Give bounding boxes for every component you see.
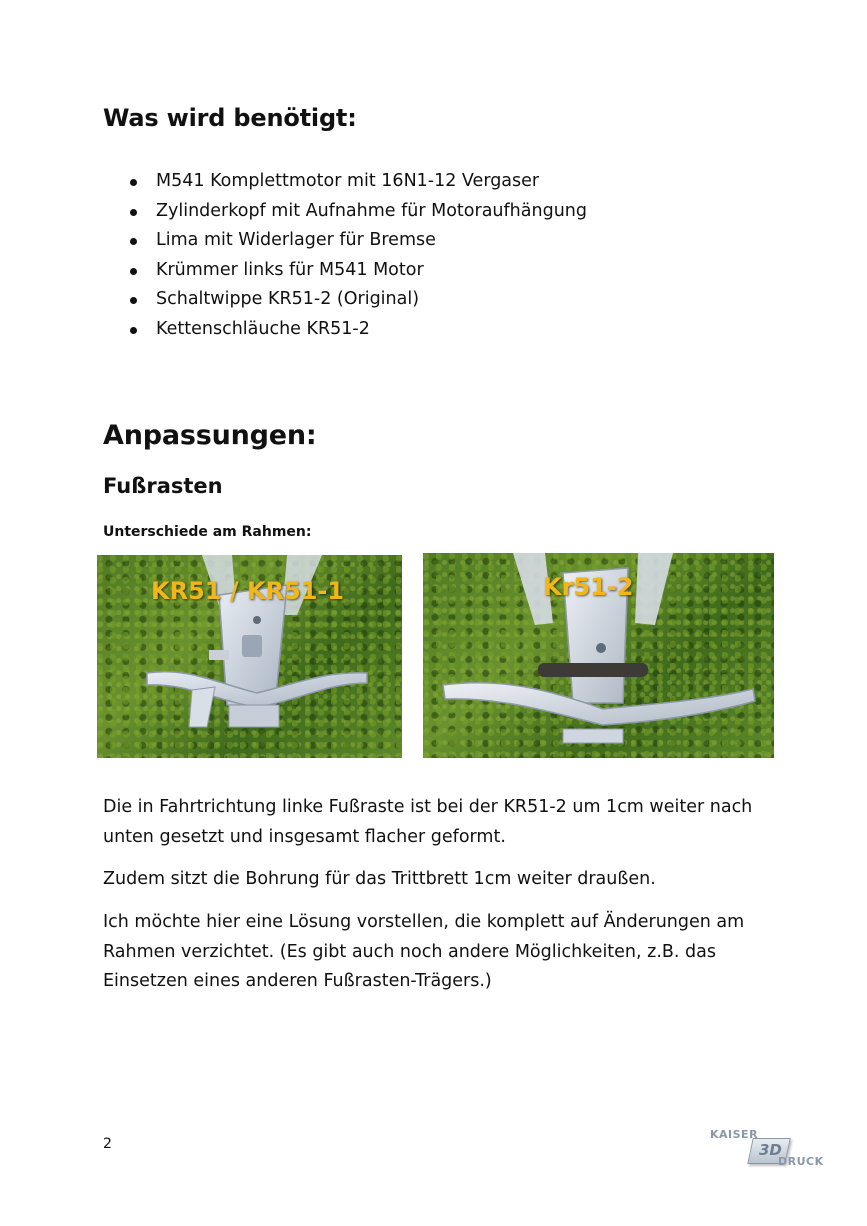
logo-3d-text: 3D [759, 1141, 782, 1159]
list-item: Schaltwippe KR51-2 (Original) [128, 285, 587, 315]
page-number: 2 [103, 1136, 112, 1152]
list-item: Zylinderkopf mit Aufnahme für Motoraufhängung [128, 197, 587, 227]
photo-kr51-2-frame [423, 553, 774, 758]
list-item: Lima mit Widerlager für Bremse [128, 226, 587, 256]
heading-requirements: Was wird benötigt: [103, 104, 357, 132]
heading-frame-differences: Unterschiede am Rahmen: [103, 524, 312, 540]
photo-label-kr51-2: Kr51-2 [543, 573, 634, 601]
heading-footrests: Fußrasten [103, 474, 223, 498]
list-item: M541 Komplettmotor mit 16N1-12 Vergaser [128, 167, 587, 197]
photo-kr51-frame [97, 555, 402, 758]
paragraph-footrest-offset: Die in Fahrtrichtung linke Fußraste ist bei der KR51-2 um 1cm weiter nach unten gesetzt und insgesamt flacher geformt. [103, 797, 753, 847]
logo-bottom-word: DRUCK [778, 1155, 824, 1168]
logo-top-word: KAISER [710, 1128, 759, 1141]
list-item: Krümmer links für M541 Motor [128, 256, 587, 286]
list-item: Kettenschläuche KR51-2 [128, 315, 587, 345]
kaiser-3d-druck-logo [706, 1124, 826, 1172]
requirements-list [128, 167, 587, 344]
paragraph-solution-intro: Ich möchte hier eine Lösung vorstellen, die komplett auf Änderungen am Rahmen verzichtet. (Es gibt auch noch andere Möglichkeiten, z.B. das Einsetzen eines anderen Fußrasten-Trägers.) [103, 912, 745, 991]
heading-adaptations: Anpassungen: [103, 420, 317, 451]
photo-label-kr51: KR51 / KR51-1 [151, 577, 345, 605]
paragraph-drill-hole: Zudem sitzt die Bohrung für das Trittbrett 1cm weiter draußen. [103, 869, 656, 889]
